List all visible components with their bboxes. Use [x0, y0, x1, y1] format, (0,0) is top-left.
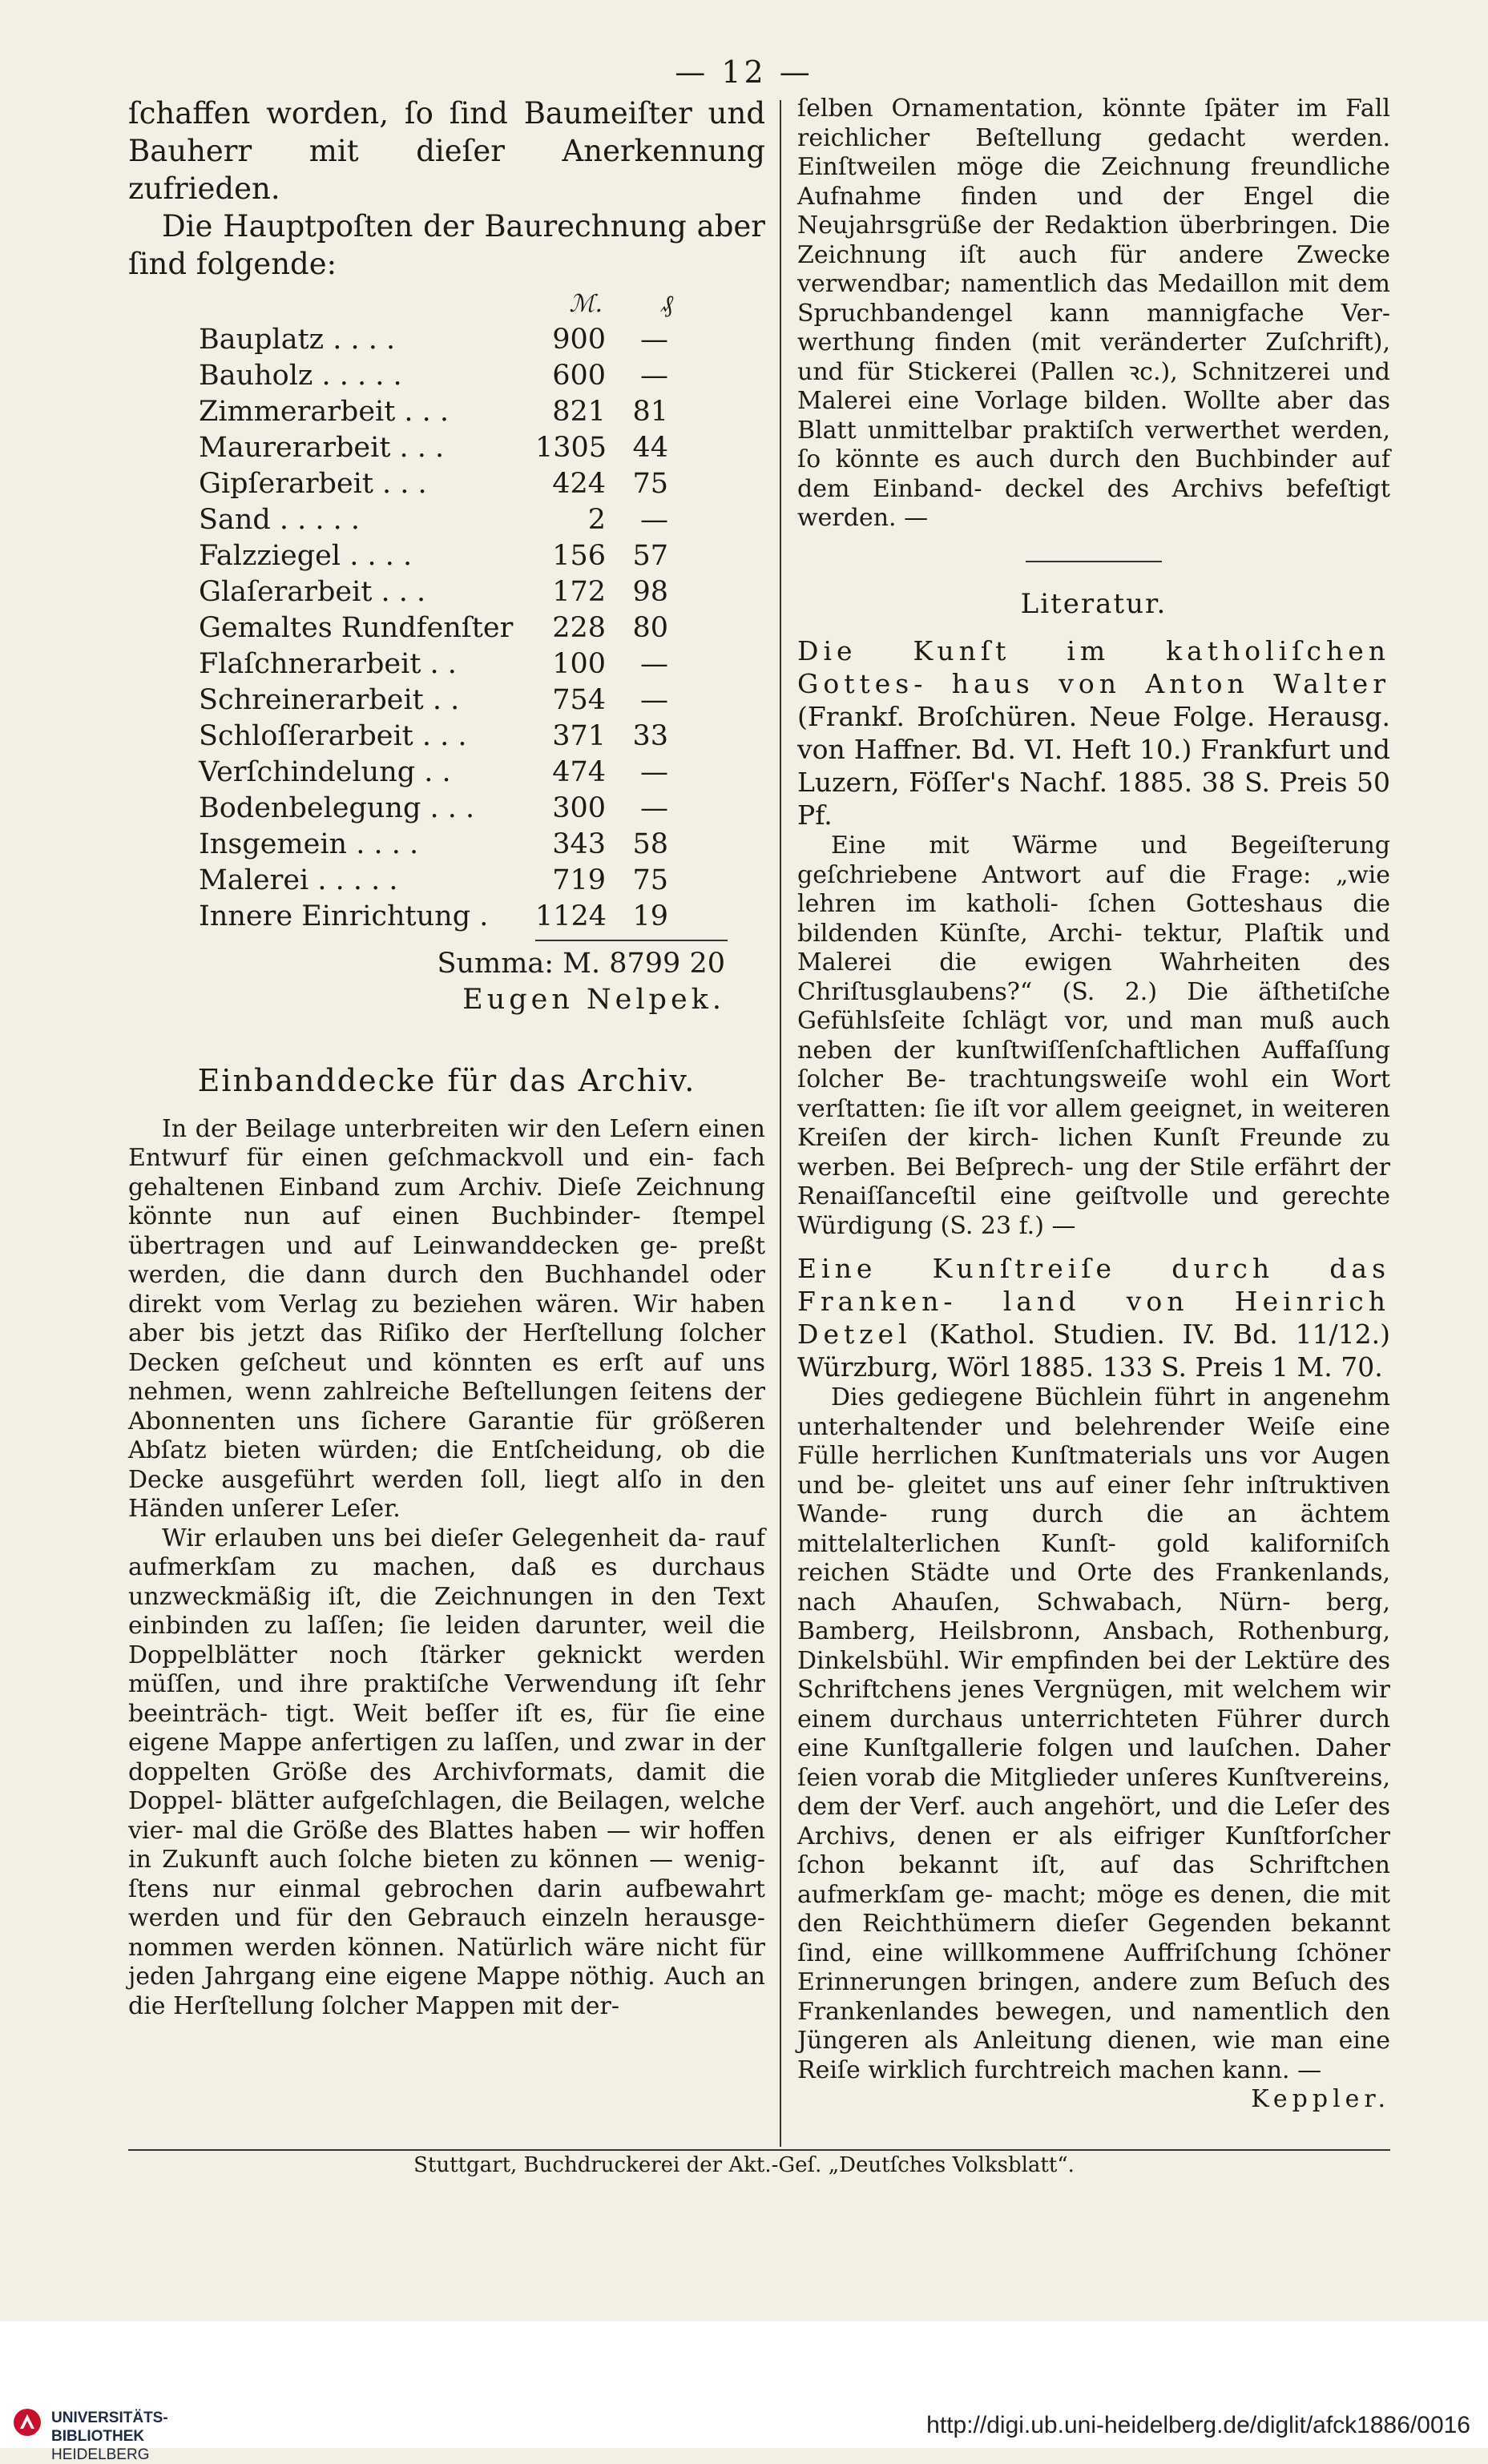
reviewer-signature: Keppler.	[1251, 2085, 1390, 2113]
section-rule	[1026, 561, 1162, 562]
cost-pfennig: —	[640, 684, 668, 716]
cost-label: Sand . . . . .	[199, 504, 361, 536]
cost-row	[128, 646, 765, 682]
library-name-line-2: BIBLIOTHEK	[51, 2428, 145, 2445]
cost-label: Schloſſerarbeit . . .	[199, 720, 467, 752]
cost-label: Bodenbelegung . . .	[199, 792, 475, 824]
cost-marks: 821	[552, 396, 606, 428]
cost-marks: 228	[552, 612, 606, 644]
intro-text-2: Die Hauptpoſten der Baurechnung aber ſind folgende:	[128, 209, 765, 281]
review-1-details: (Frankf. Broſchüren. Neue Folge. Herausg. von Haffner. Bd. VI. Heft 10.) Frankfurt und Luzern, Föſſer's Nachf. 1885. 38 S. Preis 50 Pf.	[797, 701, 1390, 831]
cost-pfennig: 33	[632, 720, 668, 752]
cost-row	[128, 791, 765, 827]
cost-marks: 719	[552, 864, 606, 896]
cost-marks: 1124	[535, 900, 607, 932]
cost-row	[128, 827, 765, 863]
left-column	[128, 95, 765, 2021]
pfennig-column-header: ₰	[661, 290, 673, 318]
cost-pfennig: —	[640, 504, 668, 536]
cost-pfennig: —	[640, 756, 668, 788]
sum-line: Summa: M. 8799 20	[437, 948, 725, 980]
cost-marks: 172	[552, 576, 606, 608]
cost-label: Falzziegel . . . .	[199, 540, 413, 572]
section-title: Einbanddecke für das Archiv.	[197, 1063, 696, 1098]
cost-label: Innere Einrichtung .	[199, 900, 489, 932]
review-2-text: Dies gediegene Büchlein führt in angenehm unterhaltender und belehrender Weiſe eine Fülle herrlichen Kunſtmaterials uns vor Augen und be- gleitet uns auf einer ſehr inſtruktiven Wande- rung durch die an ächtem mittelalterlichen Kunſt- gold kaliforniſch reichen Städte und Orte des Frankenlands, nach Ahauſen, Schwabach, Nürn- berg, Bamberg, Heilsbronn, Ansbach, Rothenburg, Dinkelsbühl. Wir empfinden bei der Lektüre des Schriftchens jenes Vergnügen, mit welchem wir einem durchaus unterrichteten Führer durch eine Kunſtgallerie folgen und lauſchen. Daher ſeien vorab die Mitglieder unſeres Kunſtvereins, dem der Verf. auch angehört, und die Leſer des Archivs, denen er als eifriger Kunſtforſcher ſchon bekannt iſt, auf das Schriftchen aufmerkſam ge- macht; möge es denen, die mit den Reichthümern dieſer Gegenden bekannt ſind, eine willkommene Auffriſchung ſchöner Erinnerungen bringen, andere zum Beſuch des Frankenlandes bewegen, und namentlich den Jüngeren als Anleitung dienen, wie man eine Reiſe wirklich furchtreich machen kann. —	[797, 1383, 1390, 2084]
cost-row	[128, 682, 765, 719]
library-name-line-3: HEIDELBERG	[51, 2446, 150, 2463]
cost-marks: 343	[552, 828, 606, 860]
library-name	[51, 2409, 168, 2464]
review-1-title: Die Kunſt im katholiſchen Gottes- haus von Anton Walter	[797, 635, 1390, 699]
cost-row	[128, 755, 765, 791]
cost-label: Glaſerarbeit . . .	[199, 576, 426, 608]
cost-marks: 100	[552, 648, 606, 680]
cost-row	[128, 502, 765, 538]
cost-label: Schreinerarbeit . .	[199, 684, 460, 716]
cost-row	[128, 394, 765, 430]
cost-row	[128, 863, 765, 899]
cost-label: Bauholz . . . . .	[199, 360, 402, 392]
cost-row	[128, 610, 765, 646]
cost-marks: 754	[552, 684, 606, 716]
cost-rows	[128, 322, 765, 935]
cost-pfennig: 98	[632, 576, 668, 608]
cost-marks: 600	[552, 360, 606, 392]
cost-marks: 424	[552, 468, 606, 500]
library-name-line-1: UNIVERSITÄTS-	[51, 2410, 168, 2426]
cost-marks: 156	[552, 540, 606, 572]
literature-title: Literatur.	[1020, 587, 1167, 620]
cost-label: Insgemein . . . .	[199, 828, 419, 860]
library-logo-icon	[13, 2408, 42, 2437]
cost-row	[128, 899, 765, 935]
cost-label: Flaſchnerarbeit . .	[199, 648, 457, 680]
cost-pfennig: 75	[632, 468, 668, 500]
review-2-details: (Kathol. Studien. IV. Bd. 11/12.) Würzburg, Wörl 1885. 133 S. Preis 1 M. 70.	[797, 1319, 1390, 1383]
cost-pfennig: 19	[632, 900, 668, 932]
cost-pfennig: —	[640, 360, 668, 392]
article-paragraph-1: In der Beilage unterbreiten wir den Leſern einen Entwurf für einen geſchmackvoll und ein- fach gehaltenen Einband zum Archiv. Dieſe Zeichnung könnte nun auf einen Buchbinder- ſtempel übertragen und auf Leinwanddecken ge- preßt werden, die dann durch den Buchhandel oder direkt vom Verlag zu beziehen wären. Wir haben aber bis jetzt das Riſiko der Herſtellung ſolcher Decken geſcheut und könnten es erſt auf uns nehmen, wenn zahlreiche Beſtellungen ſeitens der Abonnenten uns ſichere Garantie für größeren Abſatz bieten würden; die Entſcheidung, ob die Decke ausgeführt werden ſoll, liegt alſo in den Händen unſerer Leſer.	[128, 1114, 765, 1523]
cost-marks: 300	[552, 792, 606, 824]
cost-row	[128, 322, 765, 358]
review-2-title: Eine Kunſtreiſe durch das Franken- land von Heinrich Detzel	[797, 1253, 1390, 1350]
cost-label: Maurerarbeit . . .	[199, 432, 445, 464]
cost-label: Gemaltes Rundfenſter	[199, 612, 514, 644]
review-2-heading	[797, 1252, 1390, 1383]
cost-pfennig: 75	[632, 864, 668, 896]
footer-rule	[128, 2149, 1390, 2151]
cost-row	[128, 574, 765, 610]
article-paragraph-2: Wir erlauben uns bei dieſer Gelegenheit da- rauf aufmerkſam zu machen, daß es durchaus unzweckmäßig iſt, die Zeichnungen in den Text einbinden zu laſſen; ſie leiden darunter, weil die Doppelblätter noch ſtärker geknickt werden müſſen, und ihre praktiſche Verwendung iſt ſehr beeinträch- tigt. Weit beſſer iſt es, für ſie eine eigene Mappe anfertigen zu laſſen, und zwar in der doppelten Größe des Archivformats, damit die Doppel- blätter aufgeſchlagen, die Beilagen, welche vier- mal die Größe des Blattes haben — wir hoffen in Zukunft auch ſolche bieten zu können — wenig- ſtens nur einmal gebrochen darin aufbewahrt werden und für den Gebrauch einzeln herausge- nommen werden können. Natürlich wäre nicht für jeden Jahrgang eine eigene Mappe nöthig. Auch an die Herſtellung ſolcher Mappen mit der-	[128, 1524, 765, 2020]
cost-row	[128, 430, 765, 466]
mark-column-header: ℳ.	[569, 290, 603, 318]
cost-label: Zimmerarbeit . . .	[199, 396, 450, 428]
author-signature: Eugen Nelpek.	[462, 984, 725, 1016]
cost-pfennig: —	[640, 648, 668, 680]
review-1-text: Eine mit Wärme und Begeiſterung geſchriebene Antwort auf die Frage: „wie lehren im katholi- ſchen Gotteshaus die bildenden Künſte, Archi- tektur, Plaſtik und Malerei die ewigen Wahrheiten des Chriſtusglaubens?“ (S. 2.) Die äſthetiſche Gefühlsſeite ſchlägt vor, und man muß auch neben der kunſtwiſſenſchaftlichen Auffaſſung ſolcher Be- trachtungsweiſe wohl ein Wort verſtatten: ſie iſt vor allem geeignet, in weiteren Kreiſen der kirch- lichen Kunſt Freunde zu werben. Bei Beſprech- ung der Stile erfährt der Renaiſſanceſtil eine geiſtvolle und gerechte Würdigung (S. 23 f.) —	[797, 831, 1390, 1240]
cost-label: Gipſerarbeit . . .	[199, 468, 427, 500]
cost-row	[128, 358, 765, 394]
page-number: — 12 —	[675, 54, 813, 90]
total-rule	[535, 940, 728, 941]
cost-marks: 2	[587, 504, 606, 536]
cost-label: Malerei . . . . .	[199, 864, 398, 896]
cost-row	[128, 719, 765, 755]
cost-pfennig: 58	[632, 828, 668, 860]
cost-marks: 371	[552, 720, 606, 752]
cost-pfennig: —	[640, 324, 668, 356]
cost-label: Verſchindelung . .	[199, 756, 451, 788]
cost-table-header	[128, 286, 765, 322]
review-1-heading	[797, 634, 1390, 831]
cost-pfennig: 57	[632, 540, 668, 572]
cost-pfennig: 44	[632, 432, 668, 464]
cost-row	[128, 538, 765, 574]
cost-table	[128, 286, 765, 1018]
cost-marks: 900	[552, 324, 606, 356]
intro-text: ſchaffen worden, ſo ſind Baumeiſter und Bauherr mit dieſer Anerkennung zufrieden.	[128, 96, 765, 206]
cost-marks: 1305	[535, 432, 607, 464]
cost-row	[128, 466, 765, 502]
column-divider	[780, 100, 781, 2147]
printer-footer: Stuttgart, Buchdruckerei der Akt.-Geſ. „Deutſches Volksblatt“.	[413, 2153, 1075, 2177]
article-continuation: ſelben Ornamentation, könnte ſpäter im Fall reichlicher Beſtellung gedacht werden. Einſtweilen möge die Zeichnung freundliche Aufnahme finden und der Engel die Neujahrsgrüße der Redaktion überbringen. Die Zeichnung iſt auch für andere Zwecke verwendbar; namentlich das Medaillon mit dem Spruchbandengel kann mannigfache Ver- werthung finden (mit veränderter Zuſchrift), und für Stickerei (Pallen ꝛc.), Schnitzerei und Malerei eine Vorlage bilden. Wollte aber das Blatt unmittelbar praktiſch verwerthet werden, ſo könnte es auch durch den Buchbinder auf dem Einband- deckel des Archivs befeſtigt werden. —	[797, 95, 1390, 532]
source-url[interactable]: http://digi.ub.uni-heidelberg.de/diglit/afck1886/0016	[926, 2412, 1470, 2438]
cost-marks: 474	[552, 756, 606, 788]
cost-pfennig: 80	[632, 612, 668, 644]
right-column	[797, 95, 1390, 2115]
cost-pfennig: —	[640, 792, 668, 824]
cost-label: Bauplatz . . . .	[199, 324, 396, 356]
cost-pfennig: 81	[632, 396, 668, 428]
